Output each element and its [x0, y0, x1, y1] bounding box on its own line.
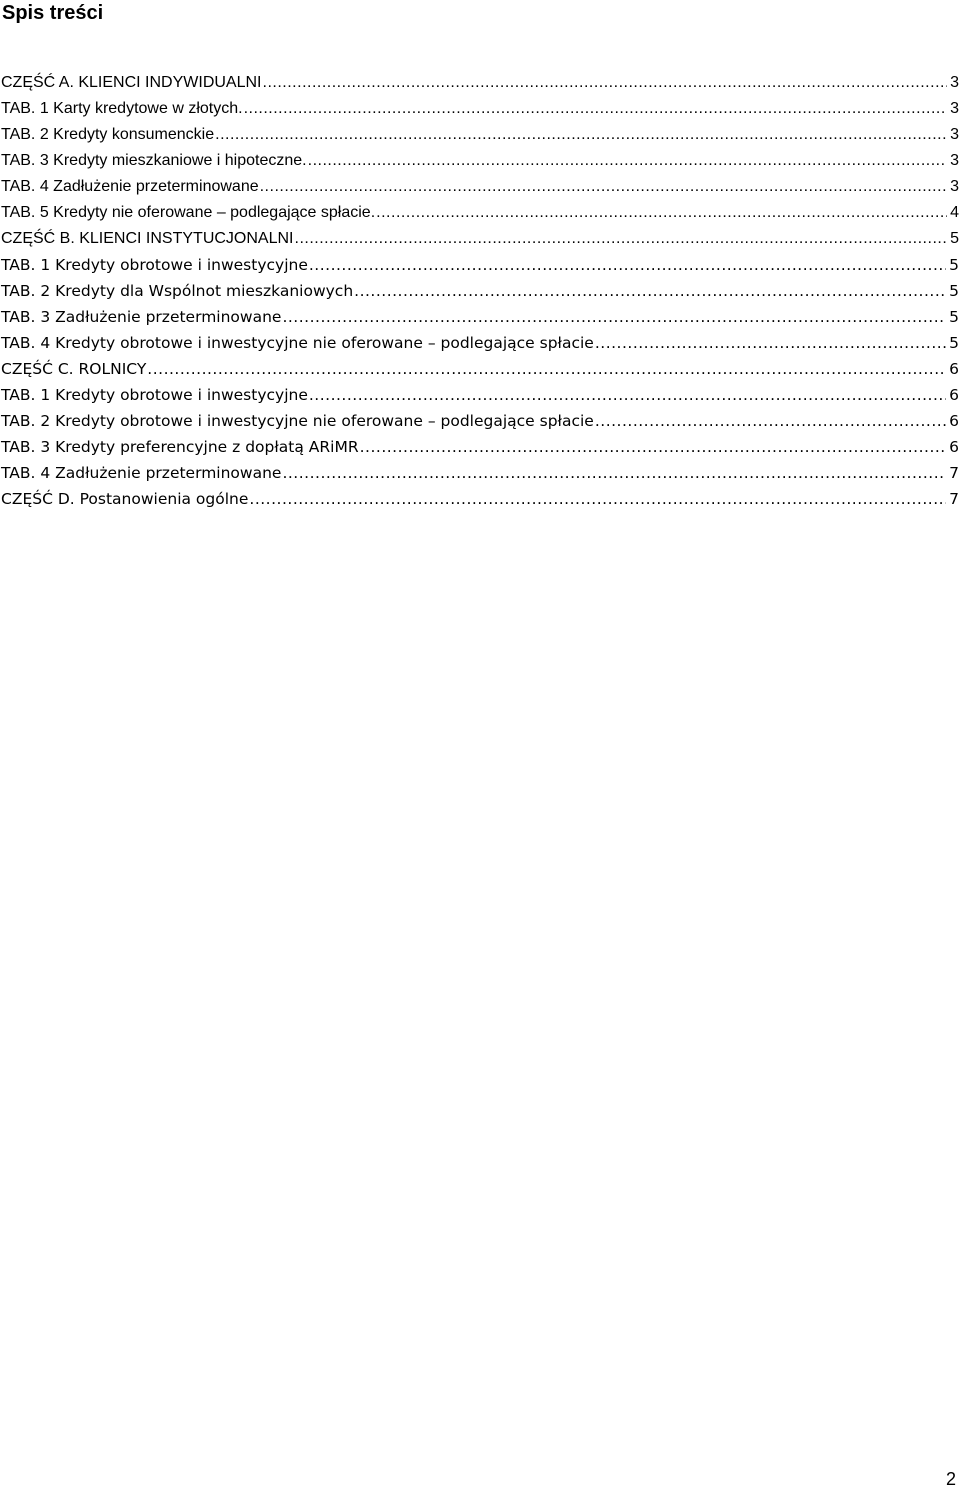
- toc-entry-page: 3: [950, 74, 959, 91]
- toc-entry-page: 3: [950, 178, 959, 195]
- toc-dot-leader: [249, 486, 946, 512]
- toc-entry-page: 6: [949, 360, 959, 378]
- toc-entry-page: 7: [949, 464, 959, 482]
- toc-entry-label: TAB. 4 Zadłużenie przeterminowane: [1, 178, 259, 195]
- toc-entry-c-tab-1[interactable]: [0, 382, 960, 408]
- toc-entry-page: 3: [950, 126, 959, 143]
- page-number: 2: [945, 1469, 956, 1489]
- toc-entry-label: TAB. 5 Kredyty nie oferowane – podlegające spłacie.: [1, 204, 376, 221]
- toc-entry-label: TAB. 2 Kredyty obrotowe i inwestycyjne nie oferowane – podlegające spłacie: [1, 412, 594, 430]
- toc-dot-leader: [309, 382, 946, 408]
- toc-entry-label: TAB. 4 Zadłużenie przeterminowane: [1, 464, 282, 482]
- toc-entry-a-tab-2[interactable]: [0, 122, 960, 148]
- toc-entry-page: 6: [949, 412, 959, 430]
- toc-entry-a-tab-4[interactable]: [0, 174, 960, 200]
- toc-entry-b-tab-1[interactable]: [0, 252, 960, 278]
- table-of-contents: [0, 70, 960, 512]
- toc-entry-page: 6: [949, 438, 959, 456]
- toc-entry-page: 5: [950, 230, 959, 247]
- toc-entry-a-tab-3[interactable]: [0, 148, 960, 174]
- toc-dot-leader: [215, 122, 947, 148]
- toc-dot-leader: [244, 96, 948, 122]
- toc-entry-label: CZĘŚĆ D. Postanowienia ogólne: [1, 490, 249, 508]
- toc-entry-page: 3: [950, 152, 959, 169]
- toc-entry-label: CZĘŚĆ A. KLIENCI INDYWIDUALNI: [1, 74, 262, 91]
- toc-dot-leader: [260, 174, 947, 200]
- toc-dot-leader: [308, 148, 947, 174]
- toc-entry-c-tab-4[interactable]: [0, 460, 960, 486]
- toc-entry-label: TAB. 3 Kredyty preferencyjne z dopłatą ARiMR: [1, 438, 359, 456]
- toc-entry-label: TAB. 3 Zadłużenie przeterminowane: [1, 308, 282, 326]
- toc-entry-label: TAB. 2 Kredyty dla Wspólnot mieszkaniowych: [1, 282, 354, 300]
- toc-entry-page: 5: [949, 308, 959, 326]
- toc-entry-page: 4: [950, 204, 959, 221]
- toc-entry-page: 5: [949, 282, 959, 300]
- toc-entry-label: CZĘŚĆ C. ROLNICY: [1, 360, 147, 378]
- toc-dot-leader: [354, 278, 946, 304]
- toc-entry-label: TAB. 2 Kredyty konsumenckie: [1, 126, 215, 143]
- toc-entry-czesc-b[interactable]: [0, 226, 960, 252]
- toc-entry-b-tab-3[interactable]: [0, 304, 960, 330]
- toc-entry-c-tab-2[interactable]: [0, 408, 960, 434]
- toc-entry-page: 5: [949, 256, 959, 274]
- toc-dot-leader: [295, 226, 948, 252]
- toc-entry-czesc-a[interactable]: [0, 70, 960, 96]
- toc-entry-label: TAB. 4 Kredyty obrotowe i inwestycyjne nie oferowane – podlegające spłacie: [1, 334, 594, 352]
- toc-dot-leader: [595, 330, 946, 356]
- page-title: Spis treści: [2, 2, 104, 24]
- toc-entry-page: 3: [950, 100, 959, 117]
- toc-dot-leader: [595, 408, 946, 434]
- toc-entry-label: TAB. 1 Kredyty obrotowe i inwestycyjne: [1, 386, 308, 404]
- toc-entry-page: 5: [949, 334, 959, 352]
- toc-dot-leader: [360, 434, 947, 460]
- toc-dot-leader: [376, 200, 947, 226]
- toc-entry-c-tab-3[interactable]: [0, 434, 960, 460]
- toc-dot-leader: [263, 70, 948, 96]
- toc-dot-leader: [147, 356, 946, 382]
- toc-entry-page: 7: [949, 490, 959, 508]
- toc-entry-a-tab-1[interactable]: [0, 96, 960, 122]
- toc-entry-page: 6: [949, 386, 959, 404]
- toc-entry-label: CZĘŚĆ B. KLIENCI INSTYTUCJONALNI: [1, 230, 294, 247]
- toc-entry-label: TAB. 1 Kredyty obrotowe i inwestycyjne: [1, 256, 308, 274]
- toc-entry-label: TAB. 1 Karty kredytowe w złotych.: [1, 100, 243, 117]
- toc-dot-leader: [282, 304, 946, 330]
- toc-entry-label: TAB. 3 Kredyty mieszkaniowe i hipoteczne.: [1, 152, 307, 169]
- toc-entry-czesc-c[interactable]: [0, 356, 960, 382]
- toc-dot-leader: [309, 252, 946, 278]
- toc-entry-a-tab-5[interactable]: [0, 200, 960, 226]
- toc-dot-leader: [282, 460, 946, 486]
- toc-entry-czesc-d[interactable]: [0, 486, 960, 512]
- toc-entry-b-tab-2[interactable]: [0, 278, 960, 304]
- toc-entry-b-tab-4[interactable]: [0, 330, 960, 356]
